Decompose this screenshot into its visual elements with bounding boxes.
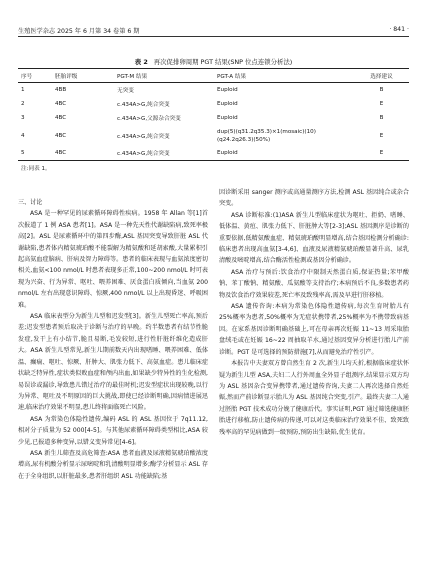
- body-paragraph: ASA 诊断标准:(1)ASA 新生儿型临床症状为呕吐、拒奶、嗜睡、低体温、黄疸、肌张力低下、肝脏肿大等[2-3];ASL 基因测序是诊断的重要依据,低精氨酸血症、精氨琥珀酸明显增高,结合基因检测分析确诊:临床患者出现高血氨[3-4,6]、血液及尿液精氨琥珀酸显著升高、尿乳清酸及嘧啶增高,结合酶活性检测或基因分析确诊。: [219, 211, 409, 265]
- left-text-column: [18, 187, 208, 482]
- table-row: [18, 125, 409, 147]
- table-row: [18, 97, 409, 111]
- column-header: 选择建议: [354, 69, 409, 83]
- table-row: [18, 147, 409, 161]
- body-paragraph: ASA 临床表型分为新生儿型和迟发型[3]。新生儿型死亡率高,预后差;迟发型患者预后取决于诊断与治疗的早晚。约半数患者有结节性脆发症,发干上有小结节,脆且易断,毛发较短,进行性肝脏纤维化造成肝大。ASA 新生儿型常见,新生儿期前数天内出现嗜睡、喂养困难、低体温、癫痫、呕吐、惊厥、肝肿大、肌张力低下、高氨血症。患儿临床症状缺乏特异性,症状类似败血症和颅内出血,如果缺少特异性的生化检测,易误诊或漏诊,导致患儿错过治疗的最佳时机;迟发型症状出现较晚,以行为异常、呕吐及不明原因的巨大挑战,即使已经诊断明确,因病情进展迅速,临床治疗效果不明显,患儿终将面临死亡风险。: [18, 313, 208, 412]
- table-label: 表 2: [134, 58, 148, 66]
- table-cell: B: [379, 114, 384, 121]
- body-paragraph: ASA 是一种罕见的尿素循环障碍性疾病。1958 年 Allan 等[1]首次报道了 1 例 ASA 患者[1]。ASA 是一种先天性代谢缺陷病,致死率极高[2]。ASL 是尿素循环中的第四步酶,ASL 基因突变导致肝脏 ASL 代谢缺陷,患者体内精氨琥珀酸不能裂解为精氨酸和延胡索酸,大量累积引起高氨血症脑病、肝病及智力障碍等。患者的临床表现与血氨浓度密切相关,血氨<100 nmol/L 时患者表现多正常,100~200 nmol/L 时可表现为兴奋、行为异常、呕吐、喂养困难、厌食蛋白质倾向,当血氨 200 nmol/L 左右出现意识障碍、惊厥,400 nmol/L 以上出现昏迷、呼吸困难。: [18, 210, 208, 309]
- body-paragraph: ASA 治疗与预后:饮食治疗中限制天然蛋白质,保证热量;苯甲酸钠、苯丁酸钠、精氨酸、瓜氨酸等支持治疗;本病预后不良,多数患者药物及饮食治疗效果较差,死亡率及致残率高,需及早进行肝移植。: [219, 268, 409, 299]
- table-cell: E: [354, 147, 409, 161]
- column-header: PGT-A 结果: [214, 69, 354, 83]
- table-cell: 1: [21, 86, 25, 93]
- table-cell: dup(5)(q31.2q35.3)×1(mosaic)(10) (q24.2q26.3)(50%): [217, 128, 316, 143]
- table-cell: c.434A>G,父源杂合突变: [117, 115, 181, 122]
- table-cell: Euploid: [217, 114, 238, 121]
- table-cell: c.434A>G,纯合突变: [117, 133, 170, 140]
- column-header: 序号: [18, 69, 52, 83]
- table-cell: Euploid: [217, 86, 238, 93]
- table-cell: 5: [18, 147, 52, 161]
- table-row: [18, 83, 409, 97]
- table-cell: 4BC: [55, 100, 67, 107]
- table-cell: 4: [21, 132, 25, 139]
- table-cell: 4BC: [52, 147, 114, 161]
- table-note: 注:同表 1。: [21, 166, 51, 172]
- table-cell: 无突变: [117, 87, 134, 94]
- table-cell: c.434A>G,纯合突变: [114, 147, 214, 161]
- table-cell: Euploid: [217, 100, 238, 107]
- table-cell: c.434A>G,纯合突变: [117, 101, 170, 108]
- table-caption: [0, 57, 427, 66]
- running-header: [18, 24, 409, 37]
- table-cell: B: [379, 86, 384, 93]
- table-title: 再次促排卵周期 PGT 结果(SNP 位点连锁分析法): [153, 58, 293, 66]
- body-paragraph: ASA 新生儿筛查及高危筛查:ASA 患者血液及尿液精氨琥珀酸浓度增高,尿有机酸分析显示尿嘧啶和乳清酸明显增多;酶学分析显示 ASL 存在于全身组织,以肝脏最多,患者肝组织 ASL 功能缺陷;基: [18, 449, 208, 480]
- body-paragraph: 本报告中夫妻双方曾自然生育 2 次,新生儿均夭折,根据临床症状怀疑为新生儿型 ASA,夫妇二人行外周血全外显子组测序,结果显示双方均为 ASL 基因杂合变异携带者,通过遗传咨询,夫妻二人再次选择自然妊娠,然而产前诊断显示胎儿为 ASL 基因纯合突变,引产。最终夫妻二人通过胚胎 PGT 技术成功分娩了健康后代。事实证明,PGT 通过筛选健康胚胎进行移植,防止遗传病的传递,可以对这类临床治疗效果不佳、致死致残率高的罕见病做到一级预防,预防出生缺陷,优生优育。: [219, 360, 409, 436]
- table-cell: 3: [21, 114, 25, 121]
- body-paragraph: 因诊断采用 sanger 测序或高通量测序方法,检测 ASL 基因纯合或杂合突变。: [219, 189, 409, 208]
- column-header: 胚胎评级: [52, 69, 114, 83]
- table-row: [18, 111, 409, 125]
- table-cell: E: [379, 100, 384, 107]
- table-cell: 4BC: [55, 132, 67, 139]
- pgt-results-table: [18, 68, 409, 172]
- table-header-row: [18, 69, 409, 83]
- table-cell: E: [379, 132, 384, 139]
- table-cell: Euploid: [214, 147, 354, 161]
- table-note-row: [18, 161, 409, 173]
- column-header: PGT-M 结果: [114, 69, 214, 83]
- body-paragraph: ASA 遗传咨询:本病为常染色体隐性遗传病,每次生育时胎儿有 25%概率为患者,50%概率为无症状携带者,25%概率为不携带致病基因。在家系基因诊断明确基础上,可在母亲再次妊娠 11~13 周采取胎盘绒毛或在妊娠 16~22 周抽取羊水,通过基因变异分析进行胎儿产前诊断。PGT 是可选择的预防措施[7],从而避免治疗性引产。: [219, 303, 409, 356]
- table-cell: 2: [21, 100, 25, 107]
- page-number: · 841 ·: [389, 26, 409, 33]
- section-heading: 三、讨论: [18, 199, 43, 206]
- right-text-column: [219, 187, 409, 438]
- table-cell: 4BC: [55, 114, 67, 121]
- table-cell: 4BB: [55, 86, 67, 93]
- journal-name: 生殖医学杂志 2025 年 6 月第 34 卷第 6 期: [18, 28, 140, 35]
- body-paragraph: ASA 为常染色体隐性遗传,编码 ASL 的 ASL 基因位于 7q11.12,相对分子质量为 52 000[4-5]。与其他尿素循环障碍类型相比,ASA 较少见,已报道多种变异,以错义变异常见[4-6]。: [18, 415, 208, 446]
